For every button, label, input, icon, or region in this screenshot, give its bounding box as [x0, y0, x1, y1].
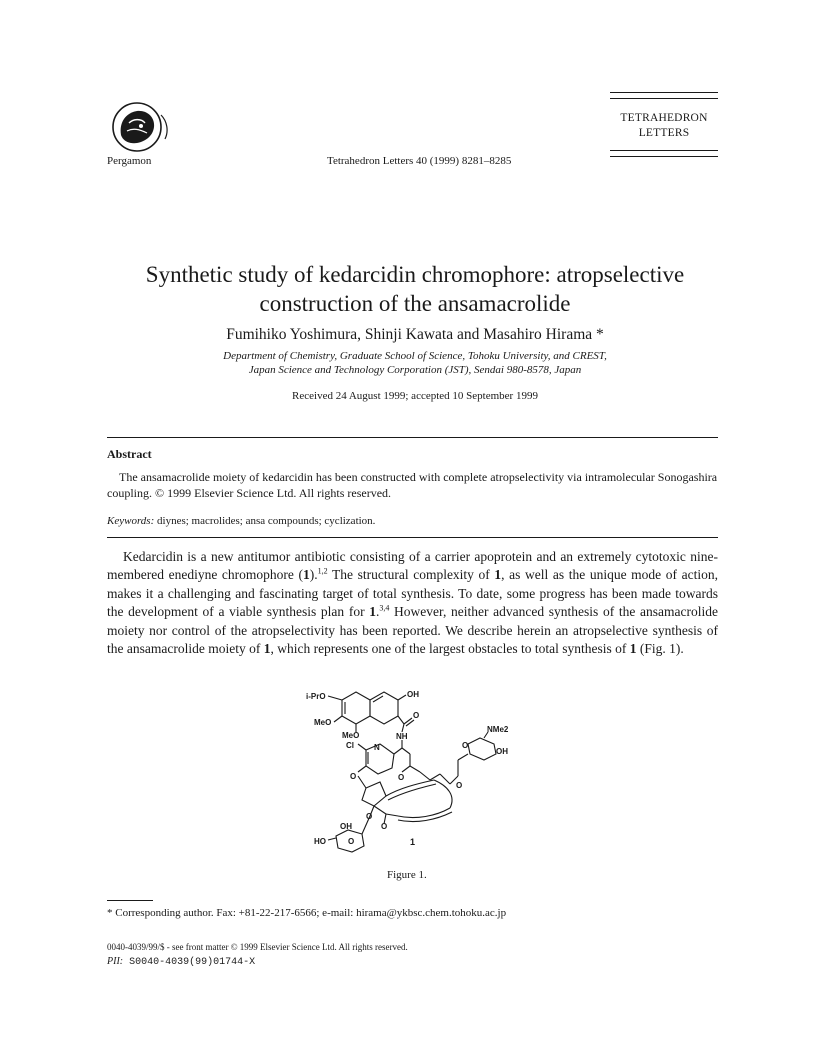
figure-caption: Figure 1. — [387, 869, 427, 881]
abstract-heading: Abstract — [107, 447, 152, 461]
body-text-segment: However, neither advanced synthesis of the ansamacrolide moiety nor control of the atropselectivity has been reported. We describe herein an atropselective synthesis of the ansamacrolide moiety of — [107, 604, 718, 657]
journal-citation: Tetrahedron Letters 40 (1999) 8281–8285 — [327, 155, 512, 167]
body-text-segment: Kedarcidin is a new antitumor antibiotic consisting of a carrier apoprotein and an extremely cytotoxic nine-membered enediyne chromophore ( — [107, 549, 718, 583]
author-affiliation — [90, 349, 740, 377]
compound-ref: 1 — [494, 567, 502, 583]
body-paragraph — [107, 548, 718, 658]
pii-code: S0040-4039(99)01744-X — [123, 957, 256, 968]
keywords-list: diynes; macrolides; ansa compounds; cyclization. — [154, 515, 376, 527]
label-meo-2: MeO — [342, 731, 360, 740]
abstract-rule-bottom — [107, 537, 718, 538]
label-ho-lower: HO — [314, 837, 326, 846]
copyright-line: 0040-4039/99/$ - see front matter © 1999 Elsevier Science Ltd. All rights reserved. — [107, 942, 408, 952]
body-text-segment: The structural complexity of — [327, 567, 495, 583]
publisher-logo — [107, 101, 173, 155]
body-text-segment: (Fig. 1). — [636, 641, 684, 657]
label-nh: NH — [396, 732, 408, 741]
compound-ref: 1 — [263, 641, 271, 657]
compound-ref: 1 — [629, 641, 637, 657]
label-o-chain: O — [456, 781, 463, 790]
compound-number: 1 — [410, 837, 416, 847]
keywords-label: Keywords: — [107, 515, 155, 527]
pii-line — [107, 956, 255, 968]
label-o-lower: O — [381, 822, 388, 831]
citation-ref: 3,4 — [379, 603, 390, 613]
footnote-rule — [107, 900, 153, 901]
pii-label: PII: — [107, 956, 124, 967]
label-o-left: O — [350, 772, 357, 781]
body-text-segment: , as well as the unique mode of action, makes it a challenging and fascinating target of total synthesis. To date, some progress has been made towards the development of a viable synthesis plan for — [107, 567, 718, 620]
label-cl: Cl — [346, 741, 354, 750]
article-title: Synthetic study of kedarcidin chromophore: atropselective construction of the ansamacrolide — [145, 262, 685, 316]
affiliation-line1: Department of Chemistry, Graduate School of Science, Tohoku University, and CREST, — [223, 350, 607, 362]
label-o-ester: O — [398, 773, 405, 782]
abstract-rule-top — [107, 437, 718, 438]
compound-ref: 1 — [369, 604, 376, 620]
body-text-segment: , which represents one of the largest obstacles to total synthesis of — [270, 641, 630, 657]
correspondence-footnote: * Corresponding author. Fax: +81-22-217-6566; e-mail: hirama@ykbsc.chem.tohoku.ac.jp — [107, 907, 507, 919]
label-ipro: i-PrO — [306, 692, 326, 701]
body-text-segment: . — [376, 604, 380, 620]
article-authors: Fumihiko Yoshimura, Shinji Kawata and Masahiro Hirama * — [226, 326, 604, 343]
label-o-ring: O — [462, 741, 469, 750]
masthead-rule-top — [610, 92, 718, 99]
label-nme2: NMe2 — [487, 725, 509, 734]
label-oh-sugar: OH — [496, 747, 508, 756]
label-oh-top: OH — [407, 690, 419, 699]
label-o-epox: O — [366, 812, 373, 821]
abstract-text: The ansamacrolide moiety of kedarcidin has been constructed with complete atropselectivity via intramolecular Sonogashira coupling. © 1999 Elsevier Science Ltd. All rights reserved. — [107, 470, 718, 500]
journal-name-line1: TETRAHEDRON — [620, 112, 708, 124]
affiliation-line2: Japan Science and Technology Corporation (JST), Sendai 980-8578, Japan — [248, 364, 582, 376]
label-o-carbonyl: O — [413, 711, 420, 720]
journal-name-line2: LETTERS — [638, 127, 690, 139]
citation-ref: 1,2 — [317, 566, 328, 576]
journal-name — [610, 111, 718, 141]
masthead-rule-bottom — [610, 150, 718, 157]
label-meo-1: MeO — [314, 718, 332, 727]
publisher-name: Pergamon — [107, 155, 152, 167]
label-o-sugar2: O — [348, 837, 355, 846]
kedarcidin-structure — [300, 688, 540, 858]
journal-masthead — [610, 92, 718, 157]
chemical-structure-figure — [300, 688, 540, 858]
body-text-segment: ). — [309, 567, 318, 583]
received-dates: Received 24 August 1999; accepted 10 September 1999 — [292, 390, 538, 402]
label-oh-lower: OH — [340, 822, 352, 831]
label-n: N — [374, 743, 380, 752]
keywords-line — [107, 515, 375, 527]
compound-ref: 1 — [303, 567, 310, 583]
